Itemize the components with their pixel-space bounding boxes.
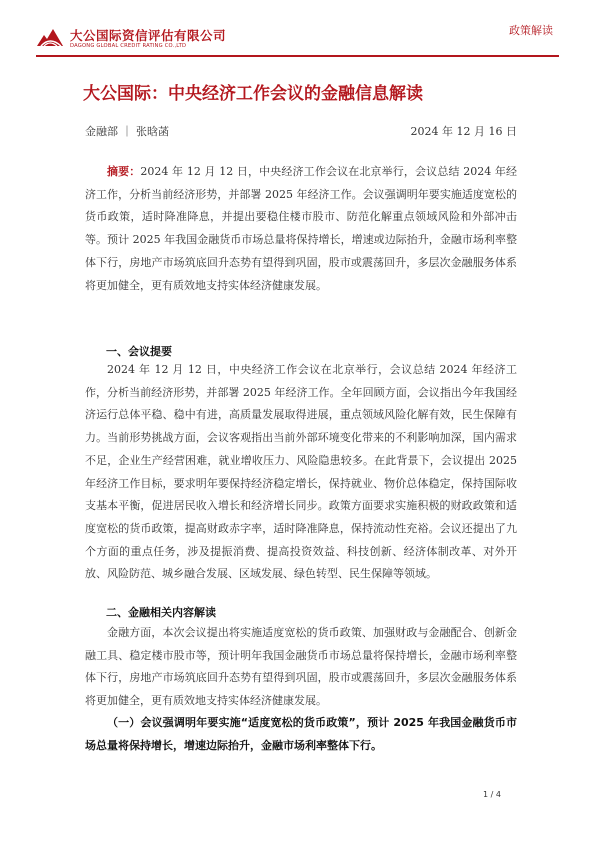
section-1-paragraph: 2024 年 12 月 12 日，中央经济工作会议在北京举行，会议总结 2024 年经济工作，分析当前经济形势，并部署 2025 年经济工作。全年回顾方面，会议指出今年我国经济运行总体平稳、稳中有进，高质量发展取得进展，重点领域风险化解有效，民生保障有力。当前形势挑战方面，会议客观指出当前外部环境变化带来的不利影响加深，国内需求不足，企业生产经营困难，就业增收压力、风险隐患较多。在此背景下，会议提出 2025 年经济工作目标，要求明年要保持经济稳定增长，保持就业、物价总体稳定，保持国际收支基本平衡，促进居民收入增长和经济增长同步。政策方面要求实施积极的财政政策和适度宽松的货币政策，提高财政赤字率，适时降准降息，保持流动性充裕。会议还提出了九个方面的重点任务，涉及提振消费、提高投资效益、科技创新、经济体制改革、对外开放、风险防范、城乡融合发展、区域发展、绿色转型、民生保障等领域。	[85, 363, 517, 581]
page-header	[0, 0, 595, 62]
section-heading-1: 一、会议提要	[106, 345, 172, 358]
company-name-en: DAGONG GLOBAL CREDIT RATING CO.,LTD	[70, 43, 187, 49]
summary-label: 摘要：	[107, 165, 141, 178]
dagong-logo-icon	[36, 26, 64, 48]
category-tag: 政策解读	[509, 24, 553, 37]
header-divider	[36, 55, 559, 57]
author: 金融部 ｜ 张晗菡	[85, 125, 169, 138]
summary-paragraph	[85, 161, 517, 297]
section-heading-2: 二、金融相关内容解读	[106, 606, 216, 619]
section-2-paragraph: 金融方面，本次会议提出将实施适度宽松的货币政策、加强财政与金融配合、创新金融工具、稳定楼市股市等，预计明年我国金融货币市场总量将保持增长，金融市场利率整体下行，房地产市场筑底回升态势有望得到巩固，股市或震荡回升，多层次金融服务体系将更加健全，更有质效地支持实体经济健康发展。	[85, 626, 517, 708]
byline	[85, 123, 517, 139]
summary-text: 2024 年 12 月 12 日，中央经济工作会议在北京举行，会议总结 2024 年经济工作，分析当前经济形势，并部署 2025 年经济工作。会议强调明年要实施适度宽松的货币政策，适时降准降息，并提出要稳住楼市股市、防范化解重点领域风险和外部冲击等。预计 2025 年我国金融货币市场总量将保持增长，增速或边际抬升，金融市场利率整体下行，房地产市场筑底回升态势有望得到巩固，股市或震荡回升，多层次金融服务体系将更加健全，更有质效地支持实体经济健康发展。	[85, 165, 517, 292]
company-name-cn: 大公国际资信评估有限公司	[70, 28, 227, 43]
subsection-1-heading: （一）会议强调明年要实施“适度宽松的货币政策”，预计 2025 年我国金融货币市场总量将保持增长，增速边际抬升，金融市场利率整体下行。	[85, 716, 517, 752]
publish-date: 2024 年 12 月 16 日	[410, 125, 517, 138]
page-title: 大公国际：中央经济工作会议的金融信息解读	[83, 84, 423, 104]
